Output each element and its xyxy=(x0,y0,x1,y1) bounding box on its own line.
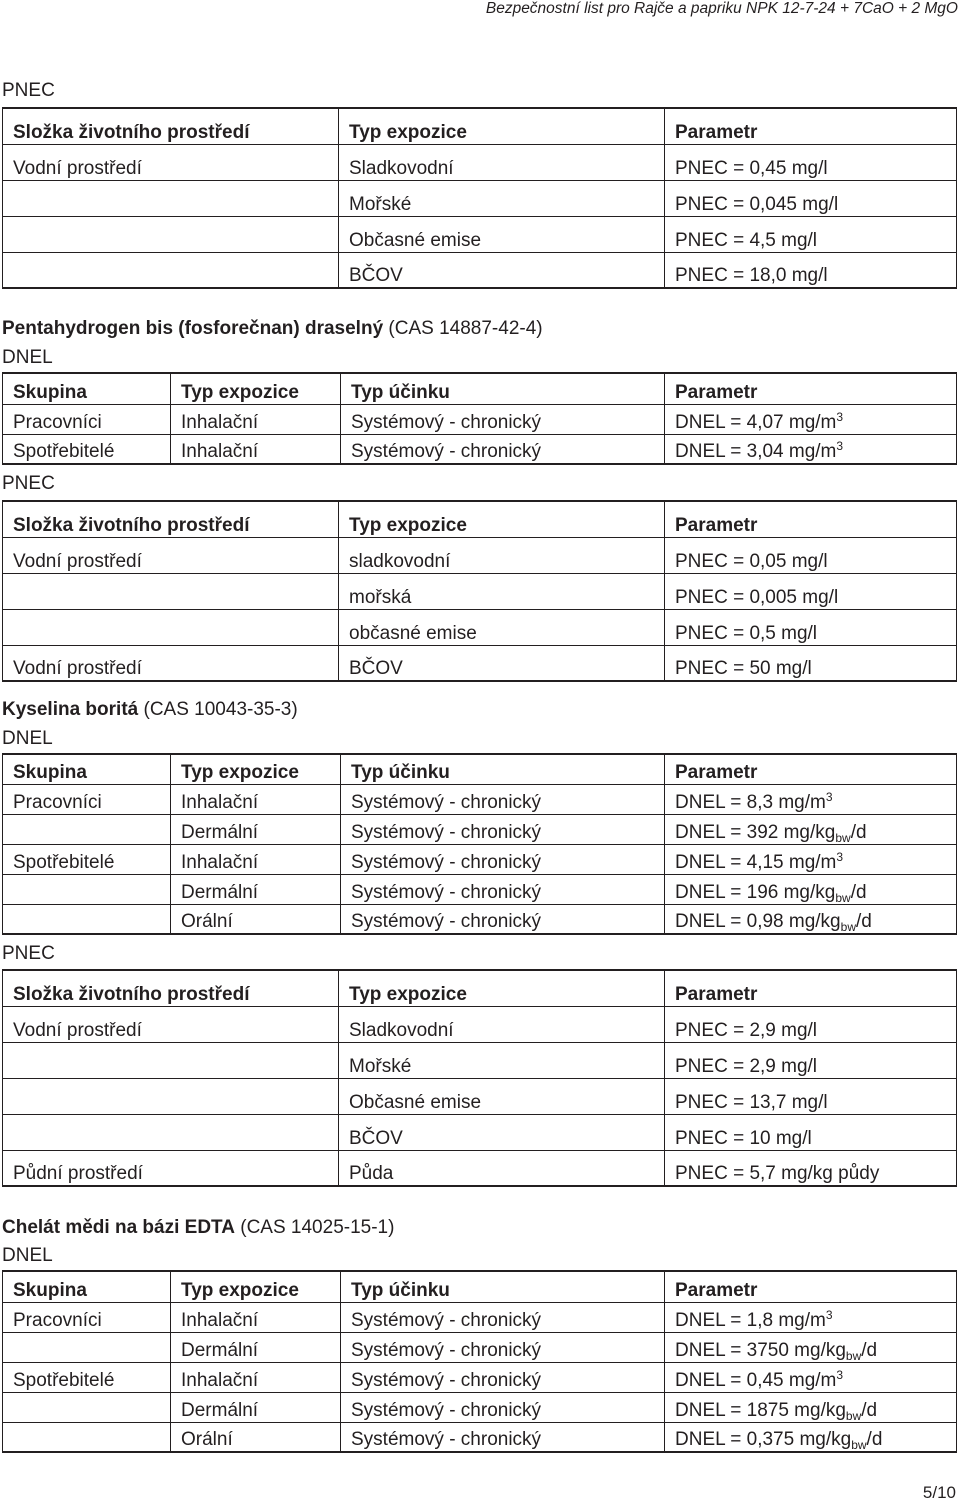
table-cell: PNEC = 0,05 mg/l xyxy=(665,537,957,573)
dnel-table xyxy=(2,753,957,935)
table-cell: Systémový - chronický xyxy=(341,904,665,934)
table-cell: PNEC = 4,5 mg/l xyxy=(665,216,957,252)
table-cell: Občasné emise xyxy=(339,216,665,252)
table-cell xyxy=(665,1362,957,1392)
table-header-row xyxy=(3,754,957,784)
column-header: Složka životního prostředí xyxy=(3,108,339,144)
table-row xyxy=(3,537,957,573)
table-cell: Systémový - chronický xyxy=(341,874,665,904)
page-number: 5/10 xyxy=(922,1483,956,1502)
column-header: Složka životního prostředí xyxy=(3,501,339,537)
table-cell xyxy=(665,784,957,814)
unit-suffix: /d xyxy=(850,821,867,843)
table-row xyxy=(3,874,957,904)
column-header: Parametr xyxy=(665,970,957,1006)
table-cell: PNEC = 50 mg/l xyxy=(665,645,957,681)
substance-cas: (CAS 14025-15-1) xyxy=(240,1217,395,1238)
value-text: DNEL = 3750 mg/kg xyxy=(675,1339,846,1361)
table-cell: Inhalační xyxy=(171,844,341,874)
table-row xyxy=(3,1042,957,1078)
value-text: DNEL = 0,45 mg/m xyxy=(675,1369,837,1391)
table-cell: PNEC = 0,45 mg/l xyxy=(665,144,957,180)
unit-suffix: /d xyxy=(850,881,867,903)
table-cell: Systémový - chronický xyxy=(341,784,665,814)
unit-superscript: 3 xyxy=(836,1367,844,1382)
table-row xyxy=(3,844,957,874)
table-row xyxy=(3,144,957,180)
unit-superscript: 3 xyxy=(825,789,833,804)
column-header: Parametr xyxy=(665,108,957,144)
table-cell xyxy=(665,404,957,434)
unit-superscript: 3 xyxy=(836,849,844,864)
table-cell: PNEC = 10 mg/l xyxy=(665,1114,957,1150)
table-cell: Vodní prostředí xyxy=(3,645,339,681)
unit-subscript: bw xyxy=(835,890,851,904)
column-header: Skupina xyxy=(3,1271,171,1302)
substance-name: Chelát mědi na bázi EDTA xyxy=(2,1217,235,1238)
unit-subscript: bw xyxy=(851,1438,867,1452)
pnec-label: PNEC xyxy=(2,943,55,964)
table-row xyxy=(3,216,957,252)
table-cell: Spotřebitelé xyxy=(3,844,171,874)
table-row xyxy=(3,573,957,609)
table-cell: Vodní prostředí xyxy=(3,144,339,180)
unit-superscript: 3 xyxy=(836,409,844,424)
table-cell xyxy=(665,814,957,844)
table-header-row xyxy=(3,970,957,1006)
table-row xyxy=(3,784,957,814)
value-text: DNEL = 196 mg/kg xyxy=(675,881,836,903)
table-row xyxy=(3,1422,957,1452)
table-cell: Půdní prostředí xyxy=(3,1150,339,1186)
table-cell: Vodní prostředí xyxy=(3,1006,339,1042)
column-header: Parametr xyxy=(665,373,957,404)
table-cell: Systémový - chronický xyxy=(341,1362,665,1392)
table-row xyxy=(3,904,957,934)
table-cell: Systémový - chronický xyxy=(341,1302,665,1332)
table-row xyxy=(3,1114,957,1150)
table-cell: Systémový - chronický xyxy=(341,1422,665,1452)
table-row xyxy=(3,1362,957,1392)
dnel-label: DNEL xyxy=(2,728,53,749)
table-cell: Pracovníci xyxy=(3,1302,171,1332)
pnec-table xyxy=(2,107,957,289)
value-text: DNEL = 1875 mg/kg xyxy=(675,1399,846,1421)
pnec-table xyxy=(2,969,957,1187)
table-cell: Systémový - chronický xyxy=(341,814,665,844)
table-cell: sladkovodní xyxy=(339,537,665,573)
table-cell: PNEC = 13,7 mg/l xyxy=(665,1078,957,1114)
substance-title xyxy=(2,317,543,341)
table-row xyxy=(3,180,957,216)
table-cell: občasné emise xyxy=(339,609,665,645)
table-cell xyxy=(3,904,171,934)
column-header: Typ expozice xyxy=(339,501,665,537)
table-row xyxy=(3,1078,957,1114)
table-row xyxy=(3,814,957,844)
unit-suffix: /d xyxy=(866,1429,883,1450)
table-cell xyxy=(665,434,957,464)
table-cell: Orální xyxy=(171,1422,341,1452)
unit-subscript: bw xyxy=(840,920,856,934)
value-text: DNEL = 0,98 mg/kg xyxy=(675,911,841,932)
column-header: Typ expozice xyxy=(339,108,665,144)
table-cell: Spotřebitelé xyxy=(3,1362,171,1392)
column-header: Typ účinku xyxy=(341,1271,665,1302)
table-cell: PNEC = 2,9 mg/l xyxy=(665,1042,957,1078)
dnel-table xyxy=(2,372,957,465)
table-cell: PNEC = 2,9 mg/l xyxy=(665,1006,957,1042)
table-cell: PNEC = 0,005 mg/l xyxy=(665,573,957,609)
table-cell: Systémový - chronický xyxy=(341,844,665,874)
page-header: Bezpečnostní list pro Rajče a papriku NPK 12-7-24 + 7CaO + 2 MgO xyxy=(485,0,958,17)
table-header-row xyxy=(3,108,957,144)
table-cell xyxy=(665,1332,957,1362)
table-cell: mořská xyxy=(339,573,665,609)
table-cell: PNEC = 0,045 mg/l xyxy=(665,180,957,216)
pnec-label: PNEC xyxy=(2,80,55,101)
table-cell: Systémový - chronický xyxy=(341,1392,665,1422)
unit-suffix: /d xyxy=(861,1399,878,1421)
unit-superscript: 3 xyxy=(825,1307,833,1322)
table-cell: Dermální xyxy=(171,814,341,844)
table-cell: BČOV xyxy=(339,1114,665,1150)
table-cell: Dermální xyxy=(171,1392,341,1422)
table-row xyxy=(3,609,957,645)
column-header: Parametr xyxy=(665,1271,957,1302)
unit-suffix: /d xyxy=(861,1339,878,1361)
substance-title xyxy=(2,698,298,722)
table-cell xyxy=(665,844,957,874)
table-cell: Inhalační xyxy=(171,434,341,464)
table-cell: Vodní prostředí xyxy=(3,537,339,573)
table-cell: PNEC = 18,0 mg/l xyxy=(665,252,957,288)
table-header-row xyxy=(3,373,957,404)
table-cell xyxy=(665,1302,957,1332)
pnec-table xyxy=(2,500,957,682)
table-cell: Dermální xyxy=(171,1332,341,1362)
substance-cas: (CAS 10043-35-3) xyxy=(143,699,298,720)
table-cell xyxy=(3,1114,339,1150)
unit-superscript: 3 xyxy=(836,439,844,453)
substance-name: Pentahydrogen bis (fosforečnan) draselný xyxy=(2,318,384,339)
table-cell: Sladkovodní xyxy=(339,144,665,180)
table-cell xyxy=(3,1332,171,1362)
table-row xyxy=(3,434,957,464)
table-header-row xyxy=(3,501,957,537)
table-cell: Systémový - chronický xyxy=(341,434,665,464)
column-header: Typ expozice xyxy=(339,970,665,1006)
column-header: Typ expozice xyxy=(171,754,341,784)
unit-subscript: bw xyxy=(845,1348,862,1362)
table-cell xyxy=(3,180,339,216)
value-text: DNEL = 4,07 mg/m xyxy=(675,411,837,433)
table-row xyxy=(3,1332,957,1362)
unit-subscript: bw xyxy=(835,830,851,844)
table-cell: PNEC = 5,7 mg/kg půdy xyxy=(665,1150,957,1186)
substance-cas: (CAS 14887-42-4) xyxy=(388,318,543,339)
column-header: Typ účinku xyxy=(341,373,665,404)
value-text: DNEL = 3,04 mg/m xyxy=(675,441,837,462)
unit-suffix: /d xyxy=(855,911,872,932)
table-cell: Půda xyxy=(339,1150,665,1186)
table-cell: PNEC = 0,5 mg/l xyxy=(665,609,957,645)
table-cell: Inhalační xyxy=(171,784,341,814)
substance-name: Kyselina boritá xyxy=(2,699,139,720)
table-cell: Mořské xyxy=(339,1042,665,1078)
table-cell: Pracovníci xyxy=(3,404,171,434)
table-cell xyxy=(3,874,171,904)
table-row xyxy=(3,1302,957,1332)
table-cell xyxy=(3,252,339,288)
value-text: DNEL = 4,15 mg/m xyxy=(675,851,837,873)
table-cell: Inhalační xyxy=(171,1302,341,1332)
column-header: Skupina xyxy=(3,754,171,784)
column-header: Typ expozice xyxy=(171,1271,341,1302)
table-cell: Mořské xyxy=(339,180,665,216)
table-cell xyxy=(3,1422,171,1452)
dnel-label: DNEL xyxy=(2,347,53,368)
table-row xyxy=(3,252,957,288)
table-cell: Sladkovodní xyxy=(339,1006,665,1042)
table-cell: Inhalační xyxy=(171,404,341,434)
table-row xyxy=(3,1150,957,1186)
unit-subscript: bw xyxy=(845,1408,862,1422)
table-row xyxy=(3,1006,957,1042)
column-header: Parametr xyxy=(665,754,957,784)
table-cell xyxy=(3,1078,339,1114)
table-cell xyxy=(665,1392,957,1422)
table-header-row xyxy=(3,1271,957,1302)
table-cell: Orální xyxy=(171,904,341,934)
table-row xyxy=(3,645,957,681)
value-text: DNEL = 392 mg/kg xyxy=(675,821,836,843)
table-cell: Systémový - chronický xyxy=(341,404,665,434)
table-cell xyxy=(3,1392,171,1422)
table-cell: Inhalační xyxy=(171,1362,341,1392)
table-row xyxy=(3,1392,957,1422)
table-cell: Občasné emise xyxy=(339,1078,665,1114)
value-text: DNEL = 8,3 mg/m xyxy=(675,791,826,813)
pnec-label: PNEC xyxy=(2,473,55,494)
table-cell: BČOV xyxy=(339,645,665,681)
substance-title xyxy=(2,1216,394,1240)
table-cell: Pracovníci xyxy=(3,784,171,814)
table-cell xyxy=(665,1422,957,1452)
table-cell xyxy=(3,573,339,609)
table-cell xyxy=(3,609,339,645)
table-row xyxy=(3,404,957,434)
table-cell: Systémový - chronický xyxy=(341,1332,665,1362)
table-cell: Dermální xyxy=(171,874,341,904)
table-cell xyxy=(3,1042,339,1078)
table-cell: BČOV xyxy=(339,252,665,288)
table-cell: Spotřebitelé xyxy=(3,434,171,464)
column-header: Parametr xyxy=(665,501,957,537)
table-cell xyxy=(3,216,339,252)
column-header: Složka životního prostředí xyxy=(3,970,339,1006)
column-header: Typ expozice xyxy=(171,373,341,404)
dnel-label: DNEL xyxy=(2,1245,53,1266)
column-header: Skupina xyxy=(3,373,171,404)
table-cell xyxy=(665,904,957,934)
column-header: Typ účinku xyxy=(341,754,665,784)
value-text: DNEL = 1,8 mg/m xyxy=(675,1309,826,1331)
value-text: DNEL = 0,375 mg/kg xyxy=(675,1429,852,1450)
table-cell xyxy=(3,814,171,844)
table-cell xyxy=(665,874,957,904)
dnel-table xyxy=(2,1270,957,1453)
